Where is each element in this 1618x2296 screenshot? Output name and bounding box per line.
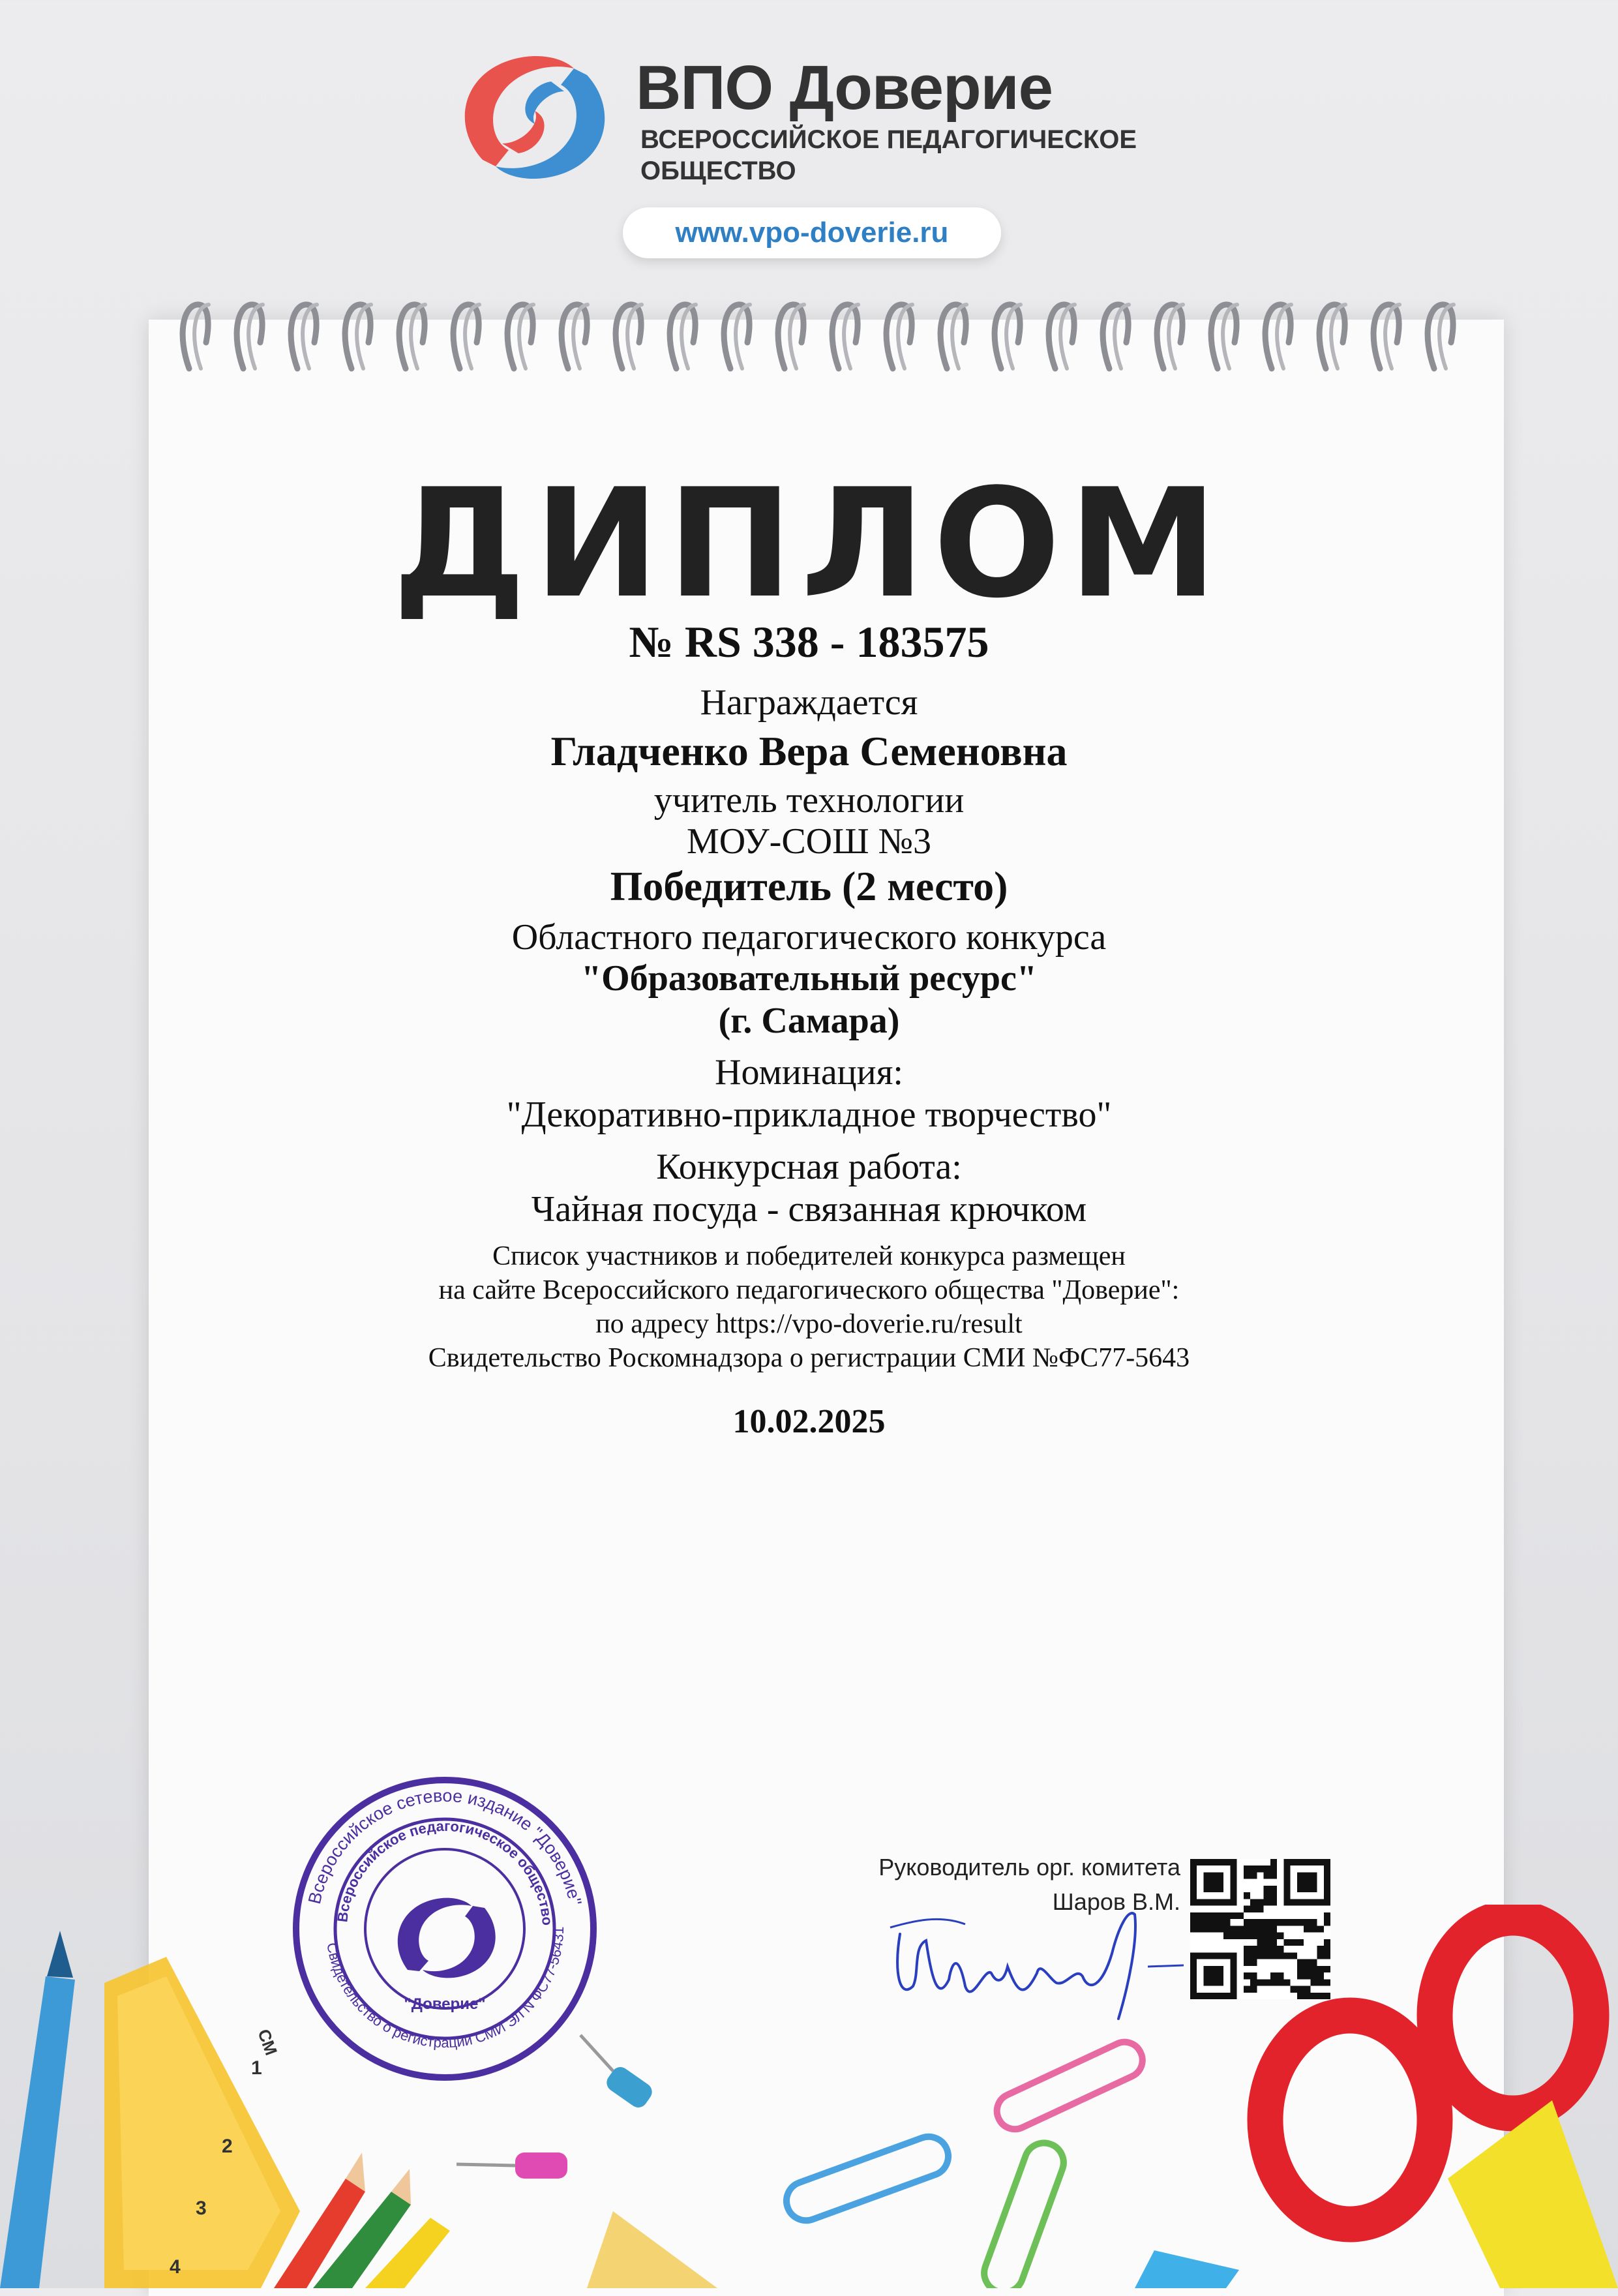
qr-module <box>1203 1926 1210 1932</box>
qr-module <box>1230 1952 1236 1999</box>
qr-module <box>1283 1859 1290 1906</box>
qr-module <box>1324 1912 1330 1919</box>
qr-module <box>1197 1926 1203 1932</box>
qr-module <box>1324 1993 1330 1999</box>
qr-module <box>1304 1993 1310 1999</box>
qr-module <box>1203 1919 1210 1926</box>
qr-module <box>1317 1946 1324 1952</box>
qr-module <box>1304 1966 1310 1972</box>
info-block <box>0 1239 1618 1375</box>
qr-module <box>1264 1865 1270 1872</box>
qr-module <box>1237 1912 1244 1919</box>
qr-module <box>1250 1906 1257 1912</box>
ruler-number: 3 <box>196 2198 207 2219</box>
work-value: Чайная посуда - связанная крючком <box>531 1189 1087 1230</box>
qr-module <box>1270 1952 1277 1959</box>
qr-module <box>1283 1919 1290 1926</box>
qr-module <box>1283 1952 1290 1959</box>
ruler-label: СМ <box>254 2026 282 2058</box>
qr-module <box>1230 1933 1236 1939</box>
qr-module <box>1257 1906 1263 1912</box>
qr-module <box>1270 1926 1277 1932</box>
blue-marker-icon <box>0 1931 75 2288</box>
stamp-center-label: "Доверие" <box>404 1995 486 2013</box>
qr-module <box>1291 1986 1297 1993</box>
qr-module <box>1264 1892 1270 1899</box>
qr-module <box>1264 1926 1270 1932</box>
qr-module <box>1250 1979 1257 1986</box>
qr-module <box>1310 1993 1317 1999</box>
qr-module <box>1310 1966 1317 1972</box>
qr-module <box>1264 1899 1270 1905</box>
qr-module <box>1257 1926 1263 1932</box>
qr-module <box>1223 1933 1230 1939</box>
qr-module <box>1230 1912 1236 1919</box>
qr-module <box>1270 1972 1277 1979</box>
signer-role: Руководитель орг. комитета <box>878 1854 1180 1881</box>
qr-module <box>1270 1886 1277 1892</box>
qr-module <box>1317 1926 1324 1932</box>
qr-module <box>1291 1952 1297 1959</box>
qr-module <box>1190 1859 1197 1906</box>
qr-module <box>1223 1912 1230 1919</box>
qr-module <box>1324 1952 1330 1959</box>
qr-module <box>1264 1919 1270 1926</box>
qr-module <box>1244 1892 1250 1899</box>
qr-module <box>1324 1859 1330 1906</box>
qr-module <box>1250 1946 1257 1952</box>
highlighter-icon <box>1135 2250 1239 2288</box>
qr-module <box>1270 1919 1277 1926</box>
qr-module <box>1190 1899 1237 1905</box>
qr-module <box>1277 1919 1283 1926</box>
qr-module <box>1310 1919 1317 1926</box>
qr-module <box>1257 1939 1263 1946</box>
info-line: Свидетельство Роскомнадзора о регистрации СМИ №ФС77-5643 <box>428 1343 1190 1373</box>
qr-module <box>1237 1926 1244 1932</box>
qr-module <box>1250 1872 1257 1879</box>
qr-module <box>1190 1952 1237 1959</box>
qr-module <box>1304 1919 1310 1926</box>
recipient-position: учитель технологии <box>653 780 965 821</box>
qr-module <box>1257 1919 1263 1926</box>
qr-module <box>1217 1919 1223 1926</box>
brand-subtitle: ВСЕРОССИЙСКОЕ ПЕДАГОГИЧЕСКОЕ ОБЩЕСТВО <box>640 125 1137 185</box>
ruler-icon <box>104 1957 300 2288</box>
qr-module <box>1310 1926 1317 1932</box>
qr-module <box>1190 1919 1197 1926</box>
triangle-icon <box>587 2211 717 2288</box>
qr-module <box>1244 1959 1250 1966</box>
qr-module <box>1304 1926 1310 1932</box>
qr-module <box>1277 1946 1283 1952</box>
qr-module <box>1257 1952 1263 1959</box>
qr-module <box>1297 1872 1317 1892</box>
qr-module <box>1244 1933 1250 1939</box>
recipient-name: Гладченко Вера Семеновна <box>550 728 1068 774</box>
signer-name: Шаров В.М. <box>1052 1888 1180 1915</box>
handwritten-signature <box>887 1888 1187 2045</box>
qr-module <box>1237 1933 1244 1939</box>
ruler-number: 4 <box>170 2256 181 2278</box>
organization-stamp <box>290 1774 600 2084</box>
diploma-number: № RS 338 - 183575 <box>629 617 989 667</box>
qr-module <box>1250 1986 1257 1993</box>
qr-module <box>1324 1919 1330 1926</box>
pencils-icon <box>274 2152 450 2288</box>
qr-module <box>1283 1979 1290 1986</box>
qr-module <box>1283 1939 1290 1946</box>
contest-city: (г. Самара) <box>718 1001 900 1041</box>
qr-module <box>1230 1926 1236 1932</box>
qr-module <box>1277 1952 1283 1959</box>
qr-module <box>1264 1933 1270 1939</box>
qr-module <box>1250 1952 1257 1959</box>
qr-module <box>1304 1959 1310 1966</box>
website-link[interactable]: www.vpo-doverie.ru <box>623 207 1001 258</box>
qr-module <box>1197 1912 1203 1919</box>
qr-module <box>1310 1972 1317 1979</box>
qr-module <box>1291 1919 1297 1926</box>
qr-module <box>1203 1872 1223 1892</box>
qr-module <box>1250 1972 1257 1979</box>
qr-module <box>1257 1946 1263 1952</box>
qr-module <box>1270 1933 1277 1939</box>
qr-module <box>1297 1972 1304 1979</box>
work-label: Конкурсная работа: <box>656 1147 962 1187</box>
qr-module <box>1190 1926 1197 1932</box>
qr-module <box>1190 1952 1197 1999</box>
nomination-value: "Декоративно-прикладное творчество" <box>506 1095 1112 1135</box>
qr-module <box>1283 1859 1330 1865</box>
spiral-binding-icon <box>176 297 1480 382</box>
qr-module <box>1244 1906 1250 1912</box>
qr-module <box>1283 1899 1330 1905</box>
recipient-school: МОУ-СОШ №3 <box>686 821 932 862</box>
qr-module <box>1210 1919 1217 1926</box>
qr-module <box>1304 1972 1310 1979</box>
awarded-label: Награждается <box>700 682 918 723</box>
qr-module <box>1317 1952 1324 1959</box>
qr-module <box>1244 1986 1250 1993</box>
svg-text:Свидетельство о регистрации СМ <box>323 1926 567 2051</box>
qr-code-icon[interactable] <box>1190 1859 1330 1999</box>
qr-module <box>1250 1899 1257 1905</box>
paperclips-icon <box>781 2036 1148 2288</box>
qr-module <box>1277 1933 1283 1939</box>
qr-module <box>1244 1865 1250 1872</box>
info-line: Список участников и победителей конкурса размещен <box>492 1241 1126 1271</box>
qr-module <box>1190 1993 1237 1999</box>
diploma-title: ДИПЛОМ <box>392 457 1226 631</box>
qr-module <box>1264 1946 1270 1952</box>
qr-module <box>1244 1952 1250 1959</box>
qr-module <box>1244 1872 1250 1879</box>
qr-module <box>1244 1926 1250 1932</box>
qr-module <box>1250 1865 1257 1872</box>
qr-module <box>1217 1926 1223 1932</box>
qr-module <box>1291 1939 1297 1946</box>
qr-module <box>1324 1979 1330 1986</box>
nomination-label: Номинация: <box>715 1052 903 1093</box>
qr-module <box>1257 1933 1263 1939</box>
qr-module <box>1197 1919 1203 1926</box>
qr-module <box>1223 1926 1230 1932</box>
qr-module <box>1190 1859 1237 1865</box>
qr-module <box>1324 1946 1330 1952</box>
qr-module <box>1223 1919 1230 1926</box>
contest-line: Областного педагогического конкурса <box>511 917 1107 958</box>
stamp-outer-text: Всероссийское сетевое издание "Доверие" <box>304 1785 586 1907</box>
qr-module <box>1317 1979 1324 1986</box>
qr-module <box>1310 1959 1317 1966</box>
qr-module <box>1304 1986 1310 1993</box>
qr-module <box>1203 1966 1223 1986</box>
qr-module <box>1244 1972 1250 1979</box>
qr-module <box>1270 1892 1277 1899</box>
qr-module <box>1317 1966 1324 1972</box>
qr-module <box>1317 1993 1324 1999</box>
qr-module <box>1270 1899 1277 1905</box>
qr-module <box>1297 1966 1304 1972</box>
qr-module <box>1277 1972 1283 1979</box>
qr-module <box>1270 1979 1277 1986</box>
qr-module <box>1317 1972 1324 1979</box>
qr-module <box>1277 1979 1283 1986</box>
info-line: по адресу https://vpo-doverie.ru/result <box>595 1309 1023 1339</box>
ruler-number: 1 <box>251 2057 262 2079</box>
qr-module <box>1270 1939 1277 1946</box>
qr-module <box>1324 1939 1330 1946</box>
qr-module <box>1270 1946 1277 1952</box>
qr-module <box>1270 1865 1277 1872</box>
info-line: на сайте Всероссийского педагогического общества "Доверие": <box>438 1275 1180 1305</box>
qr-module <box>1244 1946 1250 1952</box>
qr-module <box>1250 1919 1257 1926</box>
vpo-logo-icon <box>457 46 613 189</box>
qr-module <box>1203 1912 1210 1919</box>
contest-name: "Образовательный ресурс" <box>581 958 1037 999</box>
qr-module <box>1250 1959 1257 1966</box>
qr-module <box>1297 1986 1304 1993</box>
qr-module <box>1297 1959 1304 1966</box>
qr-module <box>1270 1859 1277 1865</box>
qr-module <box>1297 1919 1304 1926</box>
diploma-date: 10.02.2025 <box>732 1403 886 1440</box>
stamp-logo-icon <box>398 1898 496 1978</box>
qr-module <box>1264 1939 1270 1946</box>
brand-title: ВПО Доверие <box>636 53 1053 123</box>
qr-module <box>1264 1872 1270 1879</box>
qr-module <box>1324 1966 1330 1972</box>
qr-module <box>1297 1993 1304 1999</box>
qr-module <box>1264 1979 1270 1986</box>
qr-module <box>1250 1933 1257 1939</box>
qr-module <box>1257 1865 1263 1872</box>
qr-module <box>1257 1899 1263 1905</box>
qr-module <box>1230 1859 1236 1906</box>
qr-module <box>1244 1919 1250 1926</box>
qr-module <box>1210 1912 1217 1919</box>
stamp-bottom-text: Свидетельство о регистрации СМИ ЭЛ N ФС77-56431 <box>323 1926 567 2051</box>
qr-module <box>1270 1872 1277 1879</box>
qr-module <box>1264 1886 1270 1892</box>
qr-module <box>1217 1912 1223 1919</box>
qr-module <box>1310 1979 1317 1986</box>
qr-module <box>1264 1952 1270 1959</box>
stamp-inner-text: Всероссийское педагогическое общество <box>334 1817 556 1926</box>
qr-module <box>1257 1979 1263 1986</box>
qr-module <box>1297 1939 1304 1946</box>
qr-module <box>1190 1912 1197 1919</box>
qr-module <box>1250 1926 1257 1932</box>
ruler-number: 2 <box>222 2136 233 2157</box>
qr-module <box>1210 1926 1217 1932</box>
school-supplies-decoration <box>0 1905 1618 2288</box>
award-place: Победитель (2 место) <box>610 863 1008 909</box>
